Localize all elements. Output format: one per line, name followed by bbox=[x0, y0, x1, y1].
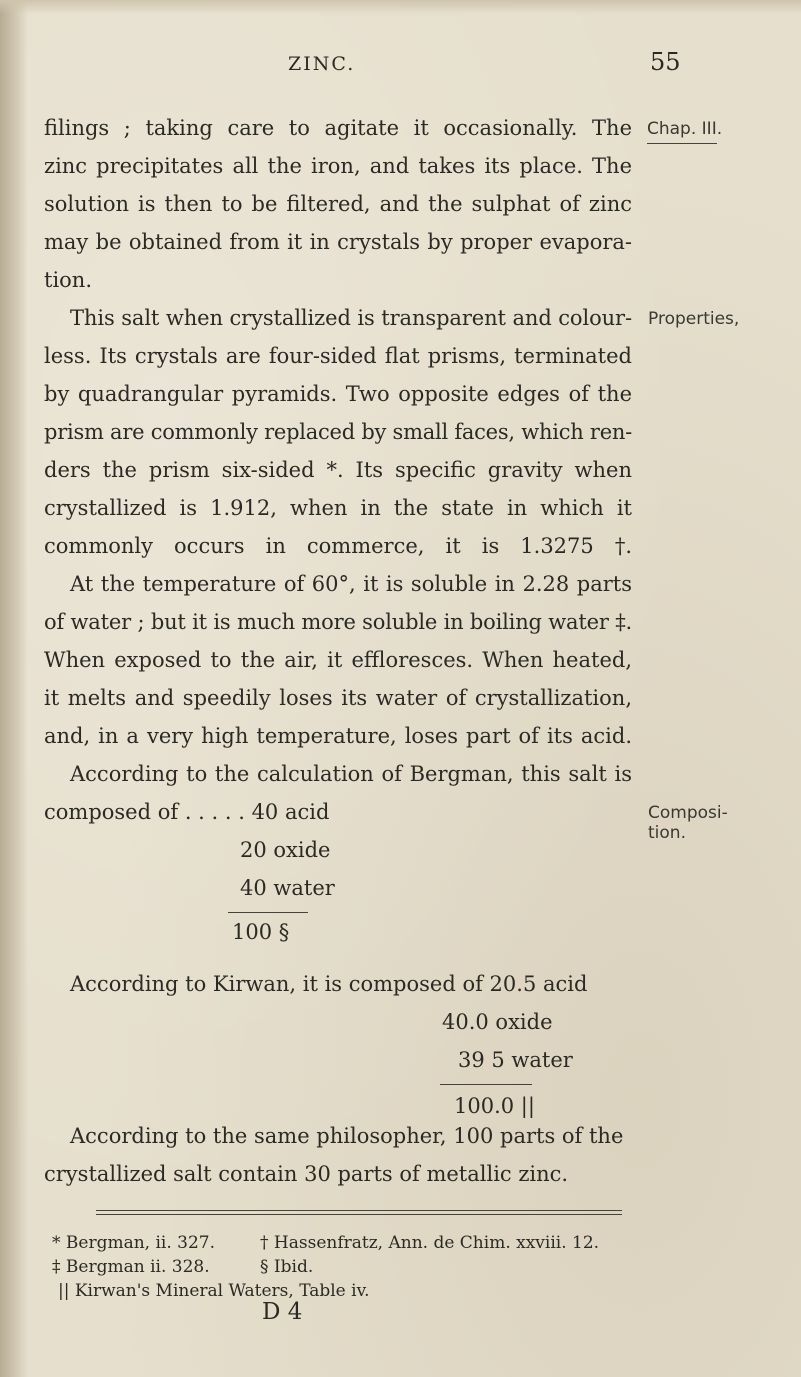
kirwan-row-water: 39 5 water bbox=[458, 1048, 573, 1072]
bergman-row-water: 40 water bbox=[240, 876, 335, 900]
footnote-4: § Ibid. bbox=[260, 1257, 314, 1277]
body-line-13: At the temperature of 60°, it is soluble in 2.28 parts bbox=[70, 572, 632, 596]
footnote-rule bbox=[96, 1210, 622, 1215]
kirwan-intro: According to Kirwan, it is composed of 20.5 acid bbox=[70, 972, 588, 996]
closing-line-1: According to the same philosopher, 100 parts of the bbox=[70, 1124, 624, 1148]
margin-note-composition: Composi- tion. bbox=[648, 803, 728, 843]
body-line-5: tion. bbox=[44, 268, 92, 292]
chapter-label: Chap. III. bbox=[647, 119, 723, 139]
body-line-18: According to the calculation of Bergman, this salt is bbox=[70, 762, 632, 786]
body-line-17: and, in a very high temperature, loses part of its acid. bbox=[44, 724, 632, 748]
signature-mark: D 4 bbox=[262, 1299, 303, 1325]
body-line-14: of water ; but it is much more soluble in boiling water ‡. bbox=[44, 610, 632, 634]
page-number: 55 bbox=[650, 48, 681, 76]
body-line-15: When exposed to the air, it effloresces. When heated, bbox=[44, 648, 632, 672]
closing-line-2: crystallized salt contain 30 parts of metallic zinc. bbox=[44, 1162, 569, 1186]
body-line-7: less. Its crystals are four-sided flat prisms, terminated bbox=[44, 344, 632, 368]
chapter-underline bbox=[647, 143, 717, 144]
bergman-total: 100 § bbox=[232, 920, 290, 944]
kirwan-sum-rule bbox=[440, 1084, 532, 1085]
footnote-5: || Kirwan's Mineral Waters, Table iv. bbox=[58, 1281, 370, 1301]
bergman-composition-lead: composed of . . . . . 40 acid bbox=[44, 800, 330, 824]
running-title: ZINC. bbox=[288, 53, 356, 75]
kirwan-row-oxide: 40.0 oxide bbox=[442, 1010, 553, 1034]
body-line-8: by quadrangular pyramids. Two opposite edges of the bbox=[44, 382, 632, 406]
bergman-row-oxide: 20 oxide bbox=[240, 838, 331, 862]
body-line-10: ders the prism six-sided *. Its specific gravity when bbox=[44, 458, 632, 482]
body-line-2: zinc precipitates all the iron, and takes its place. The bbox=[44, 154, 632, 178]
body-line-9: prism are commonly replaced by small faces, which ren- bbox=[44, 420, 632, 444]
page-edge-shadow bbox=[0, 0, 28, 1377]
body-line-12: commonly occurs in commerce, it is 1.3275 †. bbox=[44, 534, 632, 558]
kirwan-total: 100.0 || bbox=[454, 1094, 535, 1118]
margin-note-properties: Properties, bbox=[648, 309, 740, 329]
footnote-3: ‡ Bergman ii. 328. bbox=[52, 1257, 210, 1277]
footnote-2: † Hassenfratz, Ann. de Chim. xxviii. 12. bbox=[260, 1233, 600, 1253]
body-line-3: solution is then to be filtered, and the sulphat of zinc bbox=[44, 192, 632, 216]
body-line-4: may be obtained from it in crystals by proper evapora- bbox=[44, 230, 632, 254]
body-line-11: crystallized is 1.912, when in the state in which it bbox=[44, 496, 632, 520]
body-line-16: it melts and speedily loses its water of crystallization, bbox=[44, 686, 632, 710]
body-line-1: filings ; taking care to agitate it occasionally. The bbox=[44, 116, 632, 140]
footnote-1: * Bergman, ii. 327. bbox=[52, 1233, 216, 1253]
bergman-sum-rule bbox=[228, 912, 308, 913]
page-top-shadow bbox=[0, 0, 801, 14]
body-line-6: This salt when crystallized is transparent and colour- bbox=[70, 306, 632, 330]
